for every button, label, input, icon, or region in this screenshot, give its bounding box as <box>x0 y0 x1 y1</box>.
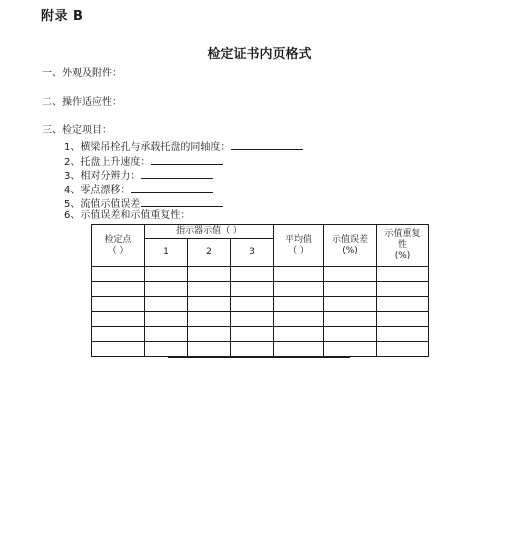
table-row <box>92 297 429 312</box>
item-error-repeatability: 6、示值误差和示值重复性： <box>64 210 191 221</box>
header-check-point <box>92 225 145 267</box>
item-resolution-label: 3、相对分辨力： <box>64 171 141 182</box>
item-coaxiality <box>64 139 303 154</box>
header-reading-1: 1 <box>145 239 188 267</box>
page-title: 检定证书内页格式 <box>207 47 312 62</box>
coaxiality-blank <box>231 139 303 150</box>
header-reading-3: 3 <box>231 239 274 267</box>
header-check-point-unit: （ ） <box>107 245 129 256</box>
item-tray-speed <box>64 154 223 169</box>
resolution-blank <box>141 168 213 179</box>
header-repeatability <box>377 225 429 267</box>
header-error-label: 示值误差 <box>331 234 368 245</box>
item-flow-error-label: 5、流值示值误差 <box>64 199 141 210</box>
header-repeatability-unit: (%) <box>394 251 411 261</box>
item-resolution <box>64 168 213 183</box>
header-repeatability-label: 示值重复性 <box>384 229 421 250</box>
section-appearance: 一、外观及附件： <box>42 68 122 79</box>
flow-error-blank <box>141 196 223 207</box>
section-verification-items: 三、检定项目： <box>42 125 112 136</box>
header-indicator: 指示器示值（ ） <box>145 225 274 239</box>
item-tray-speed-label: 2、托盘上升速度： <box>64 157 151 168</box>
section-operability: 二、操作适应性： <box>42 97 122 108</box>
table-row <box>92 312 429 327</box>
table-row <box>92 327 429 342</box>
verification-table <box>91 224 429 357</box>
table-row <box>92 282 429 297</box>
item-coaxiality-label: 1、横梁吊栓孔与承载托盘的同轴度： <box>64 142 231 153</box>
signature-line <box>168 357 350 358</box>
tray-speed-blank <box>151 154 223 165</box>
header-error-unit: (%) <box>342 245 358 256</box>
header-error <box>324 225 377 267</box>
table-row <box>92 342 429 357</box>
appendix-label: 附录 B <box>41 9 84 24</box>
zero-drift-blank <box>131 182 213 193</box>
header-average <box>274 225 324 267</box>
header-average-unit: （ ） <box>288 245 309 256</box>
item-zero-drift <box>64 182 213 197</box>
header-average-label: 平均值 <box>284 234 312 245</box>
header-check-point-label: 检定点 <box>104 234 132 245</box>
item-zero-drift-label: 4、零点漂移： <box>64 185 131 196</box>
item-flow-error <box>64 196 223 211</box>
header-reading-2: 2 <box>188 239 231 267</box>
table-row <box>92 267 429 282</box>
